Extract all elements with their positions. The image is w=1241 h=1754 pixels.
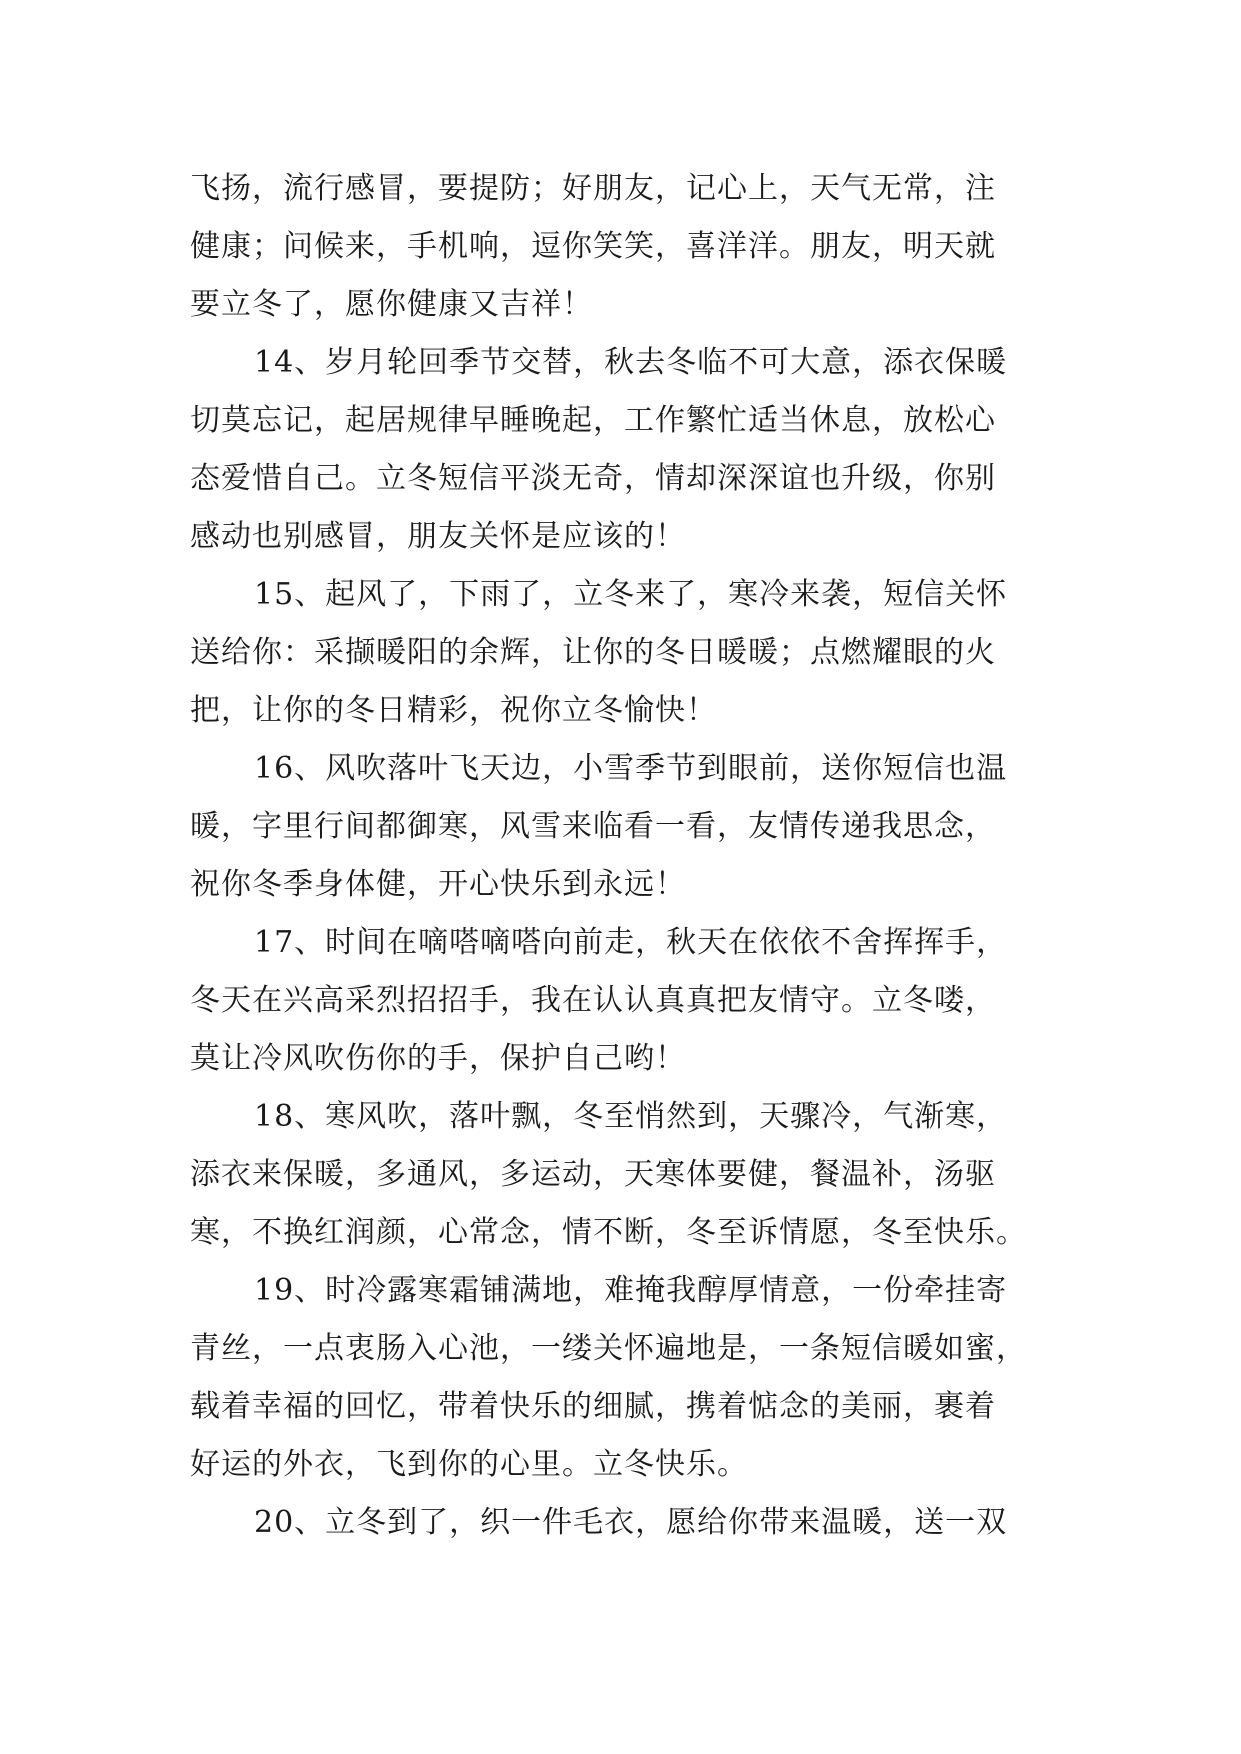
text-line: 18、寒风吹，落叶飘，冬至悄然到，天骤冷，气渐寒， — [254, 1099, 1008, 1134]
text-line: 飞扬，流行感冒，要提防；好朋友，记心上，天气无常，注 — [190, 171, 996, 206]
text-line: 暖，字里行间都御寒，风雪来临看一看，友情传递我思念， — [190, 809, 996, 844]
paragraph-17 — [190, 914, 1050, 1088]
text-line: 感动也别感冒，朋友关怀是应该的！ — [190, 519, 686, 554]
paragraph-16 — [190, 740, 1050, 914]
text-line: 冬天在兴高采烈招招手，我在认认真真把友情守。立冬喽， — [190, 983, 996, 1018]
paragraph-20 — [190, 1494, 1050, 1552]
text-line: 好运的外衣，飞到你的心里。立冬快乐。 — [190, 1447, 748, 1482]
text-line: 16、风吹落叶飞天边，小雪季节到眼前，送你短信也温 — [254, 751, 1008, 786]
text-line: 切莫忘记，起居规律早睡晚起，工作繁忙适当休息，放松心 — [190, 403, 996, 438]
paragraph-13-continued — [190, 160, 1050, 334]
text-line: 莫让冷风吹伤你的手，保护自己哟！ — [190, 1041, 686, 1076]
text-line: 把，让你的冬日精彩，祝你立冬愉快！ — [190, 693, 717, 728]
text-line: 青丝，一点衷肠入心池，一缕关怀遍地是，一条短信暖如蜜， — [190, 1331, 1027, 1366]
paragraph-18 — [190, 1088, 1050, 1262]
text-line: 祝你冬季身体健，开心快乐到永远！ — [190, 867, 686, 902]
text-line: 载着幸福的回忆，带着快乐的细腻，携着惦念的美丽，裹着 — [190, 1389, 996, 1424]
paragraph-15 — [190, 566, 1050, 740]
text-line: 19、时冷露寒霜铺满地，难掩我醇厚情意，一份牵挂寄 — [254, 1273, 1008, 1308]
text-line: 态爱惜自己。立冬短信平淡无奇，情却深深谊也升级，你别 — [190, 461, 996, 496]
text-line: 送给你：采撷暖阳的余辉，让你的冬日暖暖；点燃耀眼的火 — [190, 635, 996, 670]
text-line: 15、起风了，下雨了，立冬来了，寒冷来袭，短信关怀 — [254, 577, 1008, 612]
text-line: 添衣来保暖，多通风，多运动，天寒体要健，餐温补，汤驱 — [190, 1157, 996, 1192]
document-page — [190, 160, 1050, 1552]
text-line: 健康；问候来，手机响，逗你笑笑，喜洋洋。朋友，明天就 — [190, 229, 996, 264]
text-line: 17、时间在嘀嗒嘀嗒向前走，秋天在依依不舍挥挥手， — [254, 925, 1008, 960]
paragraph-14 — [190, 334, 1050, 566]
text-line: 寒，不换红润颜，心常念，情不断，冬至诉情愿，冬至快乐。 — [190, 1215, 1027, 1250]
text-line: 14、岁月轮回季节交替，秋去冬临不可大意，添衣保暖 — [254, 345, 1008, 380]
text-line: 要立冬了，愿你健康又吉祥！ — [190, 287, 593, 322]
paragraph-19 — [190, 1262, 1050, 1494]
text-line: 20、立冬到了，织一件毛衣，愿给你带来温暖，送一双 — [254, 1505, 1008, 1540]
